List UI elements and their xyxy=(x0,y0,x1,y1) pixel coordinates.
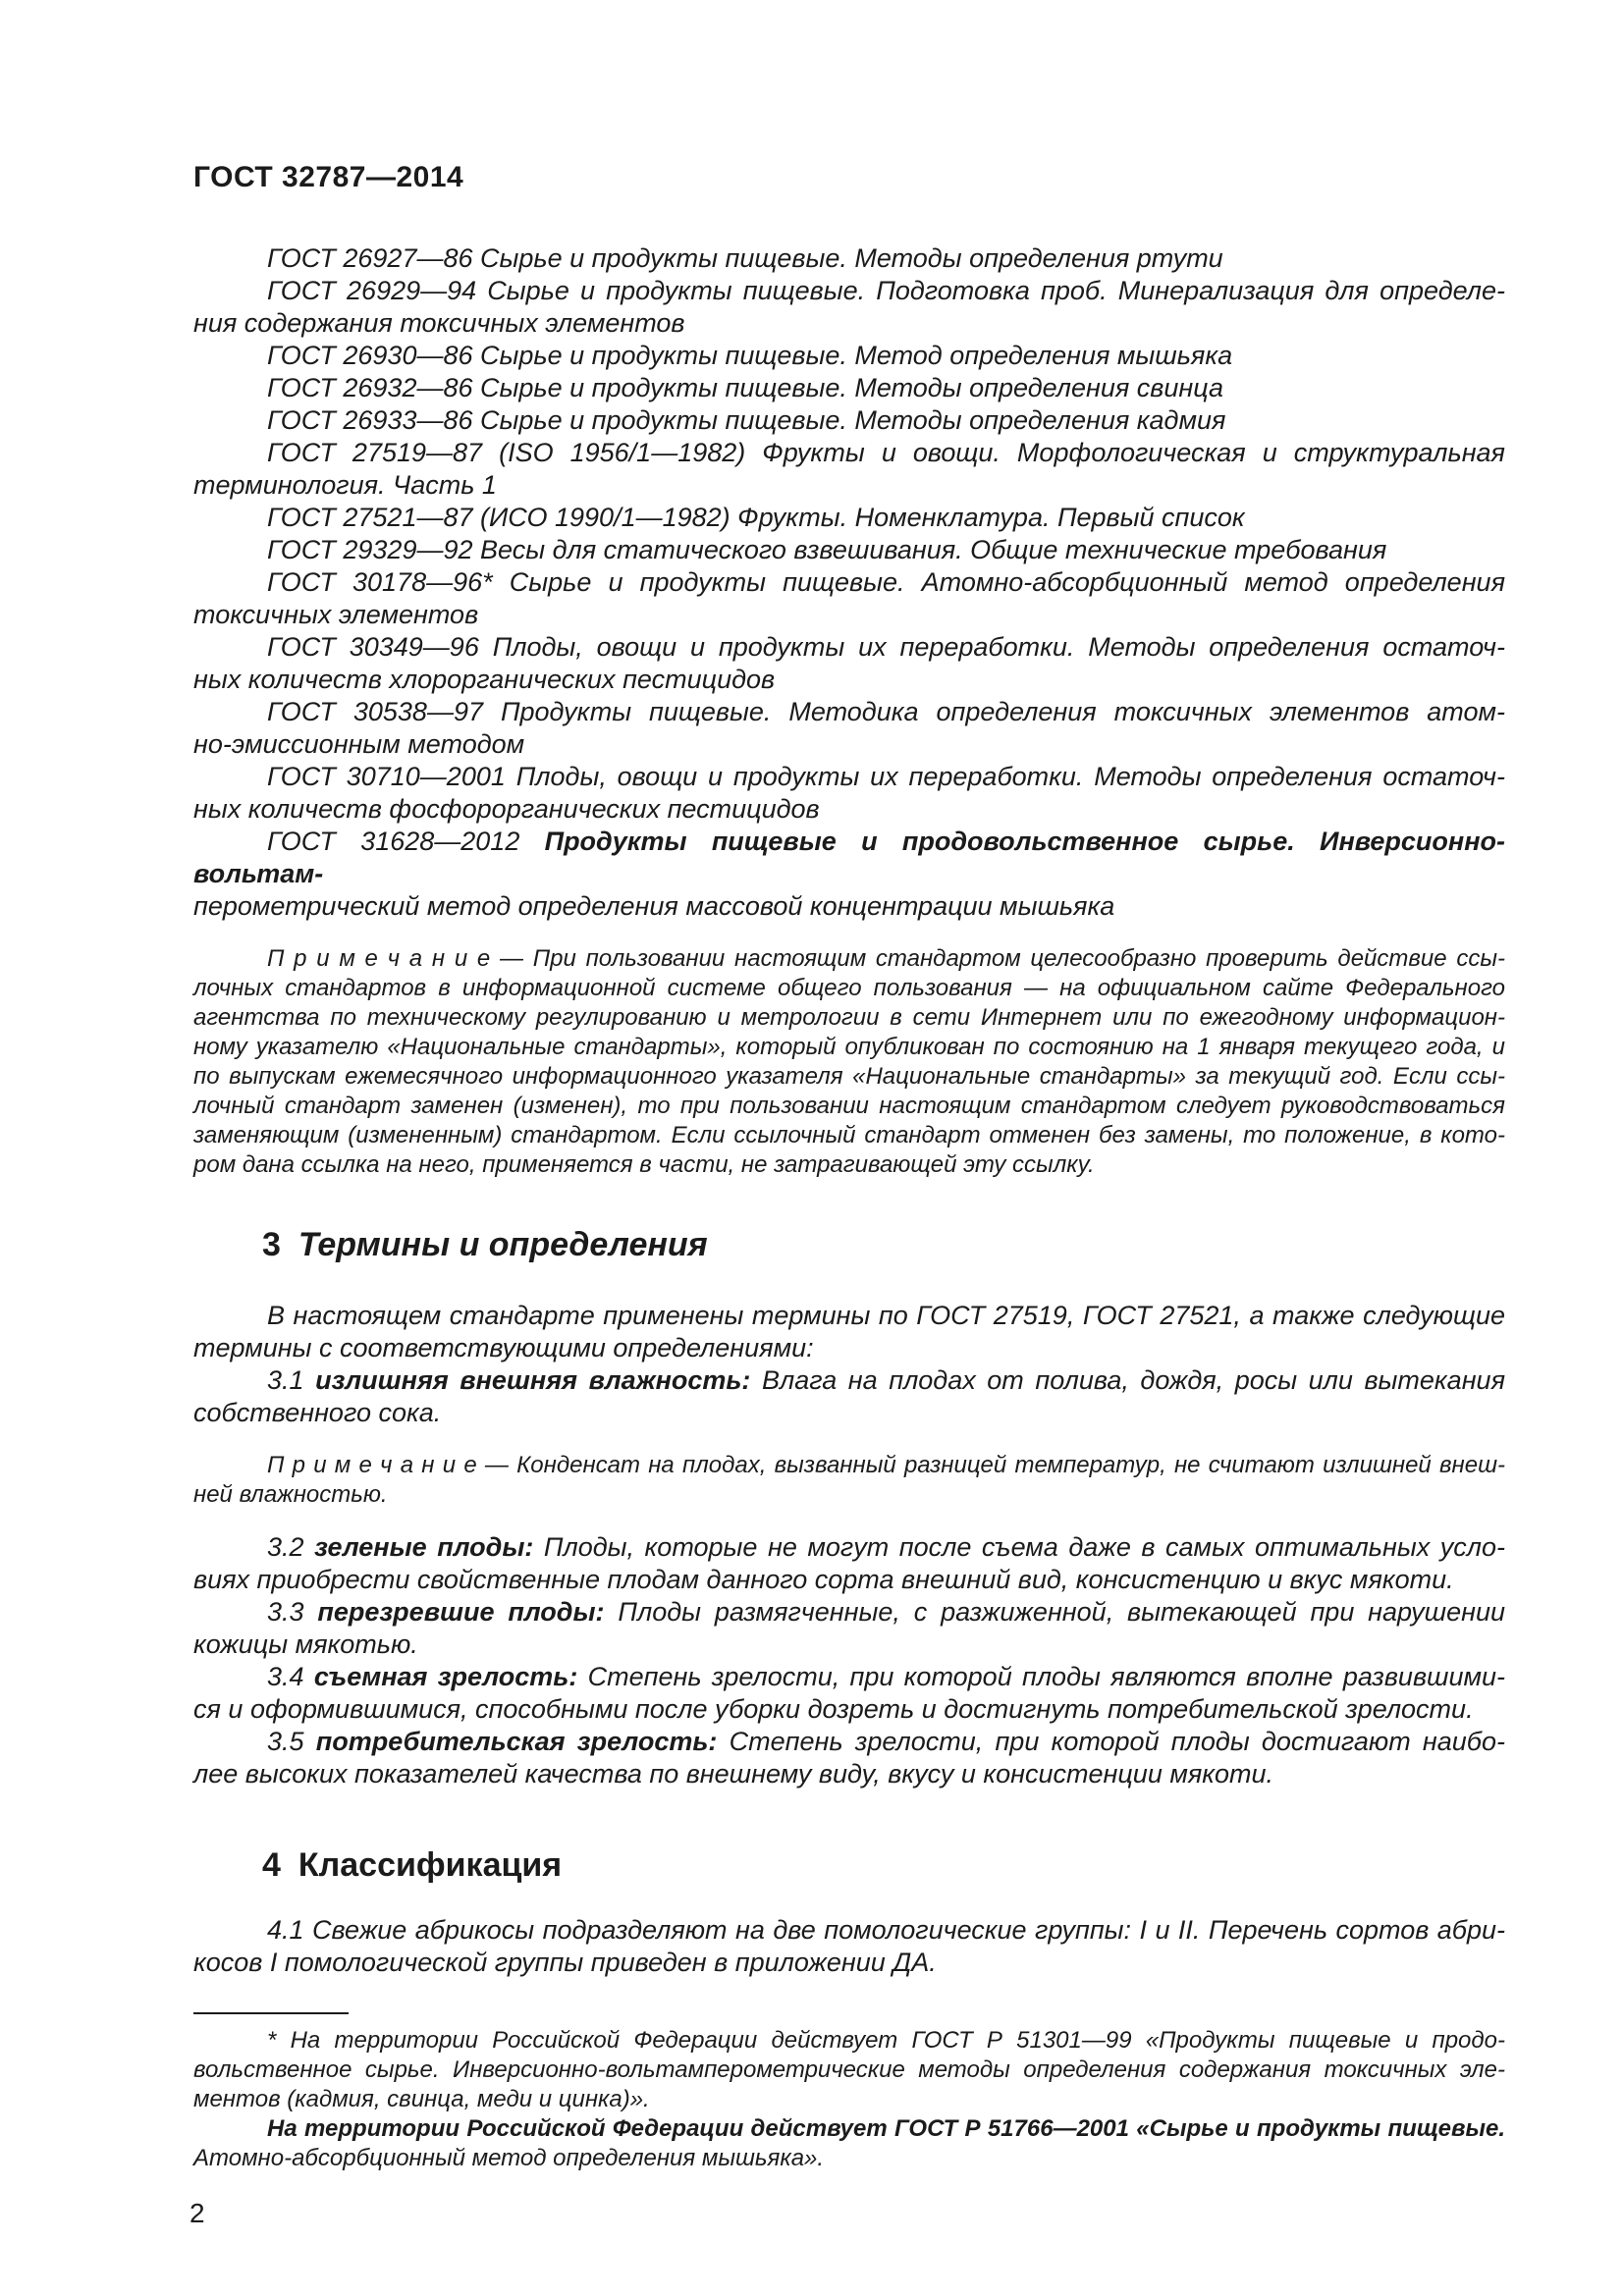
text-line: косов I помологической группы приведен в приложении ДА. xyxy=(193,1948,937,1977)
footnote-separator xyxy=(193,2012,349,2014)
text-line: термины с соответствующими определениями: xyxy=(193,1333,814,1362)
text-line: ГОСТ 26929—94 Сырье и продукты пищевые. Подготовка проб. Минерализация для определе- xyxy=(267,276,1505,305)
text-line: кожицы мякотью. xyxy=(193,1629,418,1659)
reference-item xyxy=(193,437,1505,502)
text-line: ГОСТ 27521—87 (ИСО 1990/1—1982) Фрукты. Номенклатура. Первый список xyxy=(267,503,1245,532)
footnotes-list xyxy=(193,2026,1505,2173)
section-heading-4 xyxy=(262,1845,1505,1885)
text-line: ных количеств фосфорорганических пестицидов xyxy=(193,794,820,824)
text-line: 3.2 зеленые плоды: Плоды, которые не могут после съема даже в самых оптимальных усло- xyxy=(267,1532,1505,1562)
text-line: лочный стандарт заменен (изменен), то при пользовании настоящим стандартом следует руководствоваться xyxy=(193,1093,1505,1119)
text-line: П р и м е ч а н и е — Конденсат на плодах, вызванный разницей температур, не считают излишней внеш- xyxy=(267,1452,1505,1478)
text-line: ГОСТ 27519—87 (ISO 1956/1—1982) Фрукты и овощи. Морфологическая и структуральная xyxy=(267,438,1505,467)
note-condensate xyxy=(193,1451,1505,1510)
footnote-item xyxy=(193,2026,1505,2114)
reference-item xyxy=(193,340,1505,372)
terms-list xyxy=(193,1531,1505,1790)
text-line: 4.1 Свежие абрикосы подразделяют на две помологические группы: I и II. Перечень сортов абри- xyxy=(267,1915,1505,1945)
text-line: 3.1 излишняя внешняя влажность: Влага на плодах от полива, дождя, росы или вытекания xyxy=(267,1365,1505,1395)
text-line: собственного сока. xyxy=(193,1398,442,1427)
text-line: ГОСТ 30178—96* Сырье и продукты пищевые. Атомно-абсорбционный метод определения xyxy=(267,567,1505,597)
reference-item xyxy=(193,534,1505,566)
references-list xyxy=(193,242,1505,923)
text-line: ГОСТ 30349—96 Плоды, овощи и продукты их переработки. Методы определения остаточ- xyxy=(267,632,1505,662)
reference-item xyxy=(193,502,1505,534)
text-line: ния содержания токсичных элементов xyxy=(193,308,685,338)
text-line: лее высоких показателей качества по внешнему виду, вкусу и консистенции мякоти. xyxy=(193,1759,1274,1789)
text-line: по выпускам ежемесячного информационного указателя «Национальные стандарты» за текущий год. Если ссы- xyxy=(193,1063,1505,1090)
text-line: ся и оформившимися, способными после уборки дозреть и достигнуть потребительской зрелости. xyxy=(193,1694,1474,1724)
text-line: 3.5 потребительская зрелость: Степень зрелости, при которой плоды достигают наибо- xyxy=(267,1727,1506,1756)
text-line: ней влажностью. xyxy=(193,1481,388,1508)
text-line: лочных стандартов в информационной системе общего пользования — на официальном сайте Федерального xyxy=(193,975,1505,1001)
term-definition xyxy=(193,1531,1505,1596)
footnote-item xyxy=(193,2114,1505,2173)
term-definition xyxy=(193,1661,1505,1726)
text-line: * На территории Российской Федерации действует ГОСТ Р 51301—99 «Продукты пищевые и продо- xyxy=(267,2027,1505,2054)
section3-intro xyxy=(193,1300,1505,1364)
reference-item xyxy=(193,631,1505,696)
reference-item xyxy=(193,566,1505,631)
section-heading-3 xyxy=(262,1225,1505,1264)
text-line: ром дана ссылка на него, применяется в части, не затрагивающей эту ссылку. xyxy=(193,1151,1095,1178)
text-line: перометрический метод определения массовой концентрации мышьяка xyxy=(193,891,1115,921)
text-line: терминология. Часть 1 xyxy=(193,470,497,500)
section-title: Термины и определения xyxy=(298,1226,708,1263)
text-line: ГОСТ 26927—86 Сырье и продукты пищевые. Методы определения ртути xyxy=(267,243,1223,273)
text-line: но-эмиссионным методом xyxy=(193,729,525,759)
text-line: ГОСТ 29329—92 Весы для статического взвешивания. Общие технические требования xyxy=(267,535,1387,564)
note-standards xyxy=(193,944,1505,1180)
text-line: ГОСТ 26930—86 Сырье и продукты пищевые. Метод определения мышьяка xyxy=(267,341,1233,370)
page-content xyxy=(189,161,1506,2228)
reference-item xyxy=(193,404,1505,437)
text-line: ГОСТ 31628—2012 Продукты пищевые и продовольственное сырье. Инверсионно-вольтам- xyxy=(193,827,1505,888)
reference-item xyxy=(193,372,1505,404)
text-line: ГОСТ 26932—86 Сырье и продукты пищевые. Методы определения свинца xyxy=(267,373,1224,402)
reference-item xyxy=(193,761,1505,826)
reference-item xyxy=(193,275,1505,340)
text-line: вольственное сырье. Инверсионно-вольтамперометрические методы определения содержания токсичных эле- xyxy=(193,2056,1505,2083)
text-line: ных количеств хлорорганических пестицидов xyxy=(193,665,776,694)
text-line: ГОСТ 26933—86 Сырье и продукты пищевые. Методы определения кадмия xyxy=(267,405,1226,435)
term-definition xyxy=(193,1726,1505,1790)
running-head: ГОСТ 32787—2014 xyxy=(193,161,464,193)
text-line: агентства по техническому регулированию и метрологии в сети Интернет или по ежегодному информацион- xyxy=(193,1004,1505,1031)
text-line: токсичных элементов xyxy=(193,600,479,629)
text-line: заменяющим (измененным) стандартом. Если ссылочный стандарт отменен без замены, то положение, в кото- xyxy=(193,1122,1505,1148)
text-line: ному указателю «Национальные стандарты», который опубликован по состоянию на 1 января текущего года, и xyxy=(193,1034,1505,1060)
text-line: ГОСТ 30710—2001 Плоды, овощи и продукты их переработки. Методы определения остаточ- xyxy=(267,762,1505,791)
reference-item xyxy=(193,242,1505,275)
text-line: П р и м е ч а н и е — При пользовании настоящим стандартом целесообразно проверить действие ссы- xyxy=(267,945,1505,972)
text-line: 3.4 съемная зрелость: Степень зрелости, при которой плоды являются вполне развившими- xyxy=(267,1662,1505,1691)
text-line: ментов (кадмия, свинца, меди и цинка)». xyxy=(193,2086,650,2112)
term-definition xyxy=(193,1596,1505,1661)
text-line: 3.3 перезревшие плоды: Плоды размягченные, с разжиженной, вытекающей при нарушении xyxy=(267,1597,1505,1627)
section-number: 3 xyxy=(262,1226,281,1263)
term-definition-3-1 xyxy=(193,1364,1505,1429)
text-line: ГОСТ 30538—97 Продукты пищевые. Методика определения токсичных элементов атом- xyxy=(267,697,1505,726)
text-line: В настоящем стандарте применены термины по ГОСТ 27519, ГОСТ 27521, а также следующие xyxy=(267,1301,1505,1330)
clause-4-1 xyxy=(193,1914,1505,1979)
reference-item xyxy=(193,696,1505,761)
text-line: виях приобрести свойственные плодам данного сорта внешний вид, консистенцию и вкус мякоти. xyxy=(193,1565,1454,1594)
text-line: Атомно-абсорбционный метод определения мышьяка». xyxy=(193,2145,825,2171)
section-title: Классификация xyxy=(298,1846,563,1884)
reference-item xyxy=(193,826,1505,923)
text-line: На территории Российской Федерации действует ГОСТ Р 51766—2001 «Сырье и продукты пищевые. xyxy=(267,2115,1505,2142)
page-number: 2 xyxy=(189,2198,205,2228)
section-number: 4 xyxy=(262,1846,281,1884)
